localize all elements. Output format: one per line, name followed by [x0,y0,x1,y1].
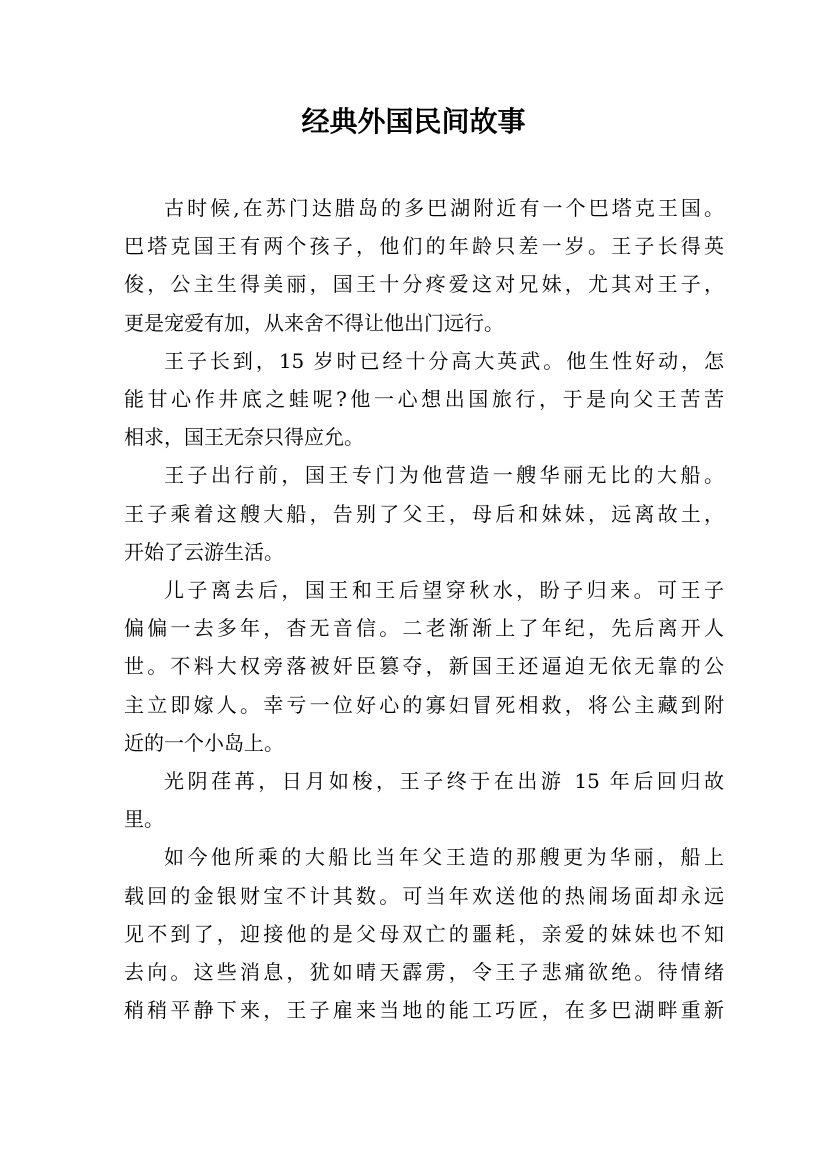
text-line: 主立即嫁人。幸亏一位好心的寡妇冒死相救，将公主藏到附 [124,692,724,717]
paragraph-5 [124,762,724,838]
paragraph-1 [124,189,724,342]
text-line: 里。 [124,807,164,832]
paragraph-2 [124,342,724,457]
text-line: 稍稍平静下来，王子雇来当地的能工巧匠，在多巴湖畔重新 [124,998,724,1023]
text-line: 去向。这些消息，犹如晴天霹雳，令王子悲痛欲绝。待情绪 [124,960,724,985]
text-line: 近的一个小岛上。 [124,730,284,755]
paragraph-3 [124,456,724,571]
text-line: 如今他所乘的大船比当年父王造的那艘更为华丽，船上 [164,845,724,870]
text-line: 世。不料大权旁落被奸臣篡夺，新国王还逼迫无依无靠的公 [124,654,724,679]
text-line: 见不到了，迎接他的是父母双亡的噩耗，亲爱的妹妹也不知 [124,921,724,946]
document-body [124,189,724,1029]
text-line: 王子出行前，国王专门为他营造一艘华丽无比的大船。 [164,463,724,488]
text-line: 俊，公主生得美丽，国王十分疼爱这对兄妹，尤其对王子， [124,272,724,297]
text-line: 载回的金银财宝不计其数。可当年欢送他的热闹场面却永远 [124,883,724,908]
text-line: 儿子离去后，国王和王后望穿秋水，盼子归来。可王子 [164,578,724,603]
text-line: 偏偏一去多年，杳无音信。二老渐渐上了年纪，先后离开人 [124,616,724,641]
text-line: 开始了云游生活。 [124,539,284,564]
paragraph-6 [124,838,724,1029]
text-line: 相求，国王无奈只得应允。 [124,425,364,450]
text-line: 能甘心作井底之蛙呢?他一心想出国旅行，于是向父王苦苦 [124,387,724,412]
text-line: 光阴荏苒，日月如梭，王子终于在出游 15 年后回归故 [164,769,724,794]
text-line: 古时候,在苏门达腊岛的多巴湖附近有一个巴塔克王国。 [164,196,724,220]
text-line: 王子乘着这艘大船，告别了父王，母后和妹妹，远离故土， [124,501,724,526]
text-line: 王子长到，15 岁时已经十分高大英武。他生性好动，怎 [164,348,724,373]
paragraph-4 [124,571,724,762]
document-title: 经典外国民间故事 [301,105,526,138]
text-line: 巴塔克国王有两个孩子，他们的年龄只差一岁。王子长得英 [124,234,724,259]
text-line: 更是宠爱有加，从来舍不得让他出门远行。 [124,310,504,335]
